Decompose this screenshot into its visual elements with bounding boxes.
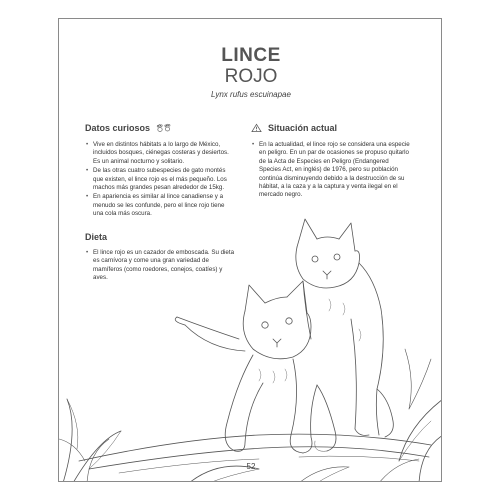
- list-item: • En la actualidad, el lince rojo se considera una especie en peligro. En un par de ocasiones se propuso quitarlo de la Acta de Especies en Peligro (Endangered Species Act, en inglés) de 1976, pero su población continúa disminuyendo debido a la destrucción de su hábitat, a la caza y a la captura y venta ilegal en el mercado negro.: [251, 141, 411, 200]
- page-number: 52: [246, 462, 256, 471]
- scientific-name: Lynx rufus escuinapae: [211, 90, 291, 99]
- coloring-page: [58, 18, 442, 482]
- page-title-line2: ROJO: [224, 66, 278, 87]
- situacion-actual-list: [251, 141, 411, 200]
- list-item: • De las otras cuatro subespecies de gato montés que existen, el lince rojo es el más pequeño. Los machos más grandes pesan alrededor de 15kg.: [85, 167, 235, 192]
- list-item: • Vive en distintos hábitats a lo largo de México, incluidos bosques, ciénegas costeras y desiertos. Es un animal nocturno y solitario.: [85, 141, 235, 166]
- right-column: [251, 123, 411, 201]
- list-item: • El lince rojo es un cazador de emboscada. Su dieta es carnívora y come una gran variedad de mamíferos (como roedores, conejos, coatíes) y aves.: [85, 249, 235, 283]
- datos-curiosos-heading: Datos curiosos: [85, 122, 151, 133]
- situacion-actual-heading: Situación actual: [268, 122, 338, 133]
- dieta-heading: Dieta: [85, 231, 108, 242]
- paw-prints-icon: [156, 123, 172, 133]
- datos-curiosos-header: [85, 123, 235, 133]
- page-title-line1: LINCE: [221, 45, 281, 66]
- list-item: • En apariencia es similar al lince canadiense y a menudo se les confunde, pero el lince rojo tiene una cola más oscura.: [85, 193, 235, 218]
- situacion-actual-header: [251, 123, 411, 133]
- warning-triangle-icon: [251, 123, 262, 133]
- title-block: [59, 45, 442, 99]
- bobcat-kittens-illustration: [59, 199, 442, 482]
